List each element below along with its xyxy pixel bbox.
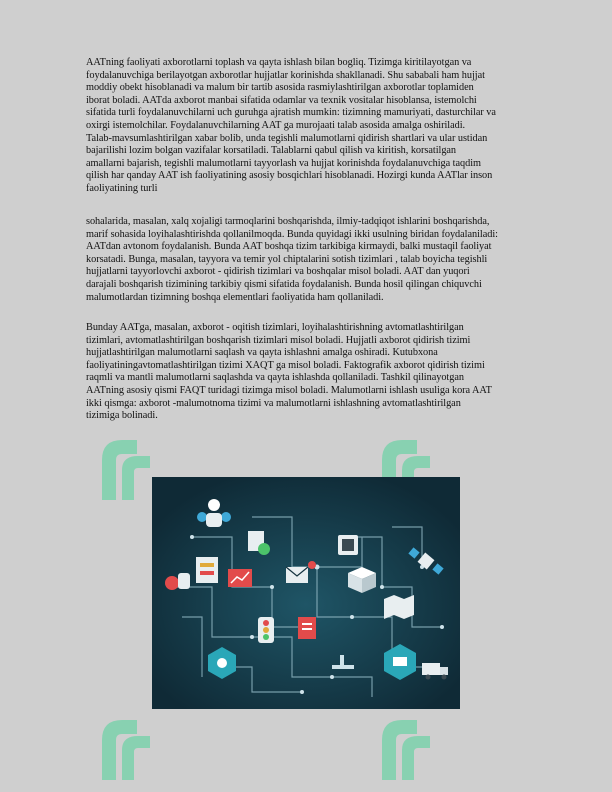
text-line: marif sohasida loyihalashtirishda qollanilmoqda. Bunda quyidagi ikki usulning biridan foydalaniladi:	[86, 228, 498, 240]
text-line: raqmli va mantli malumotlarni saqlashda va qayta ishlashda qollaniladi. Tashkil qilinayotgan	[86, 372, 464, 384]
text-line: hujjatlarni tayyorlovchi axborot - qidirish tizimlari va boshqalar misol boladi. AAT dan yuqori	[86, 266, 470, 278]
document-icon	[298, 617, 316, 639]
traffic-light-icon	[258, 617, 274, 643]
text-line: iborat boladi. AATda axborot manbai sifatida odamlar va texnik vositalar hisoblansa, istemolchi	[86, 94, 477, 106]
text-line: tizimlari, avtomatlashtirilgan boshqarish tizimlari misol boladi. Hujjatli axborot qidirish tizimi	[86, 334, 471, 346]
text-line: sohalarida, masalan, xalq xojaligi tarmoqlarini boshqarishda, ilmiy-tadqiqot ishlarini boshqarishda,	[86, 216, 490, 227]
text-line: AATning faoliyati axborotlarni toplash va qayta ishlash bilan bogliq. Tizimga kiritilayotgan va	[86, 57, 472, 68]
text-line: darajali boshqarish tizimining tarkibiy qismi sifatida foydalanish. Bunda hosil qilingan chiquvchi	[86, 278, 482, 290]
text-line: ikki qismga: axborot -malumotnoma tizimi va malumotlarni ishlashning avtomatlashtirilgan	[86, 397, 461, 409]
text-line: AATning asosiy qismi FAQT turidagi tizimga misol boladi. Malumotlarni ishlash usuliga kora AAT	[86, 384, 492, 396]
paragraph-3	[86, 322, 572, 423]
watermark-logo-icon	[372, 700, 442, 790]
text-line: qilish har qanday AAT ish faoliyatining asosiy bosqichlari hisoblanadi. Hozirgi kunda AATlar inson	[86, 170, 493, 182]
paragraph-2	[86, 216, 572, 304]
text-line: sifatida turli foydalanuvchilarni uch guruhga ajratish mumkin: tizimning mamuriyati, dasturchilar va	[86, 107, 496, 119]
text-line: AATdan avtonom foydalanish. Bunda AAT boshqa tizim tarkibiga kirmaydi, balki mustaqil faoliyat	[86, 241, 492, 253]
watermark-logo-icon	[92, 700, 162, 790]
network-diagram-image	[152, 477, 460, 709]
monitor-icon	[196, 557, 218, 583]
text-line: oxirgi istemolchilar. Foydalanuvchilarning AAT ga murojaati talab asosida amalga oshiriladi.	[86, 119, 466, 131]
text-line: faoliyatining turli	[86, 182, 158, 194]
map-icon	[384, 595, 414, 619]
text-line: bajarilishi lozim bolgan vazifalar korsatiladi. Talablarni qabul qilish va kiritish, korsatilgan	[86, 145, 457, 157]
rss-icon	[338, 535, 358, 555]
text-line: tizimiga bolinadi.	[86, 410, 158, 422]
text-line: korsatadi. Bunga, masalan, tayyora va temir yol chiptalarini sotish tizimlari , talab boyicha tegishli	[86, 253, 488, 265]
text-line: Bunday AATga, masalan, axborot - oqitish tizimlari, loyihalashtirishning avtomatlashtirilgan	[86, 322, 464, 333]
text-line: amallarni bajarish, tegishli malumotlarni tayyorlash va hujjat korinishda foydalanuvchiga taqdim	[86, 157, 481, 169]
text-line: Talab-mavsumlashtirilgan xabar bolib, unda tegishli malumotlarni qidirish shartlari va ular ustidan	[86, 132, 488, 144]
network-illustration	[152, 477, 460, 709]
text-line: faoliyatiningavtomatlashtirilgan tizimi XAQT ga misol boladi. Faktografik axborot qidirish tizimi	[86, 359, 485, 371]
text-line: foydalanuvchiga berilayotgan axborotlar hujjatlar korinishda shakllanadi. Shu sababali ham hujjat	[86, 69, 485, 81]
text-line: hujjatlashtirilgan malumotlarni saqlash va qayta ishlashni amalga oshiradi. Kutubxona	[86, 347, 438, 359]
chart-icon	[228, 569, 252, 587]
paragraph-1	[86, 57, 572, 196]
text-line: moddiy obekt hisoblanadi va malum bir tartib asosida rasmiylashtirilgan axborotlar toplamiden	[86, 82, 474, 94]
text-line: malumotlardan tizimning boshqa elementlari faoliyatida ham qollaniladi.	[86, 291, 384, 303]
